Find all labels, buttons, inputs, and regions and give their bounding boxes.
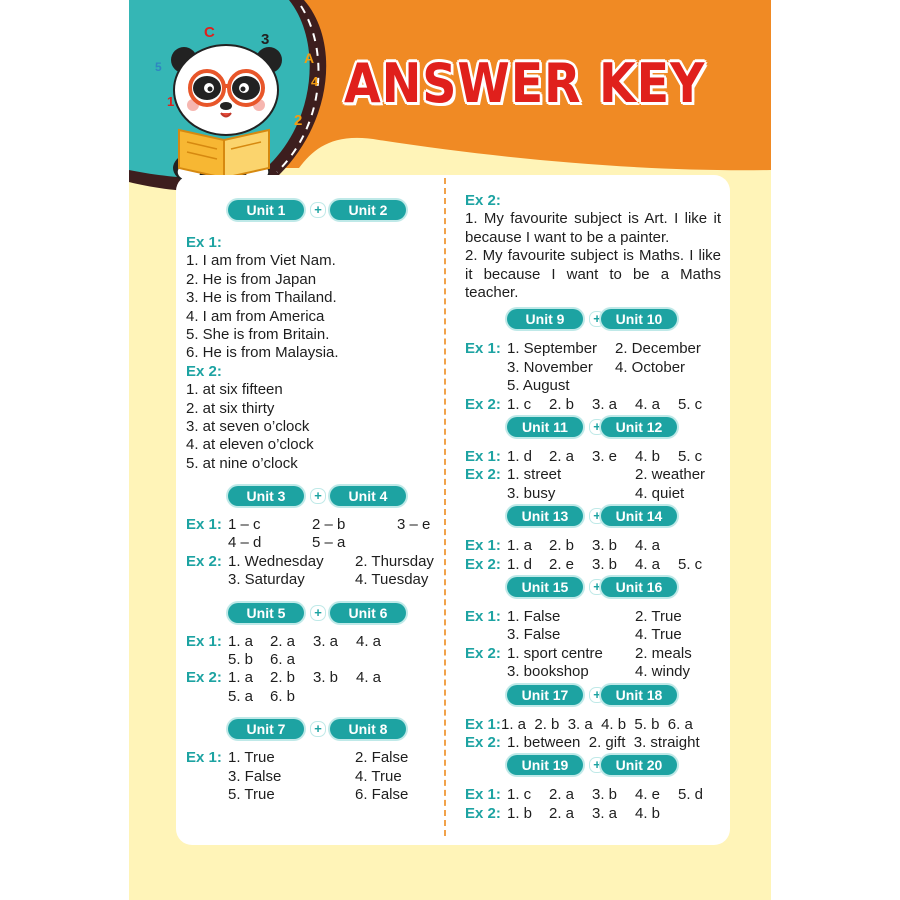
- answer: 2. He is from Japan: [186, 270, 317, 288]
- floating-number: 4: [311, 74, 319, 89]
- answer: 5. at nine o’clock: [186, 454, 298, 472]
- unit-header: [186, 200, 438, 222]
- exercise-label: Ex 1:: [465, 447, 501, 465]
- answer: 3. a: [313, 632, 339, 650]
- answer: 5. She is from Britain.: [186, 325, 330, 343]
- exercise-label: Ex 2:: [465, 192, 501, 209]
- unit-header: [186, 719, 438, 741]
- answer: 2. a: [549, 786, 575, 804]
- answer: 1. at six fifteen: [186, 381, 283, 399]
- unit-pill: Unit 15: [507, 577, 583, 597]
- answer: 5. a: [228, 687, 254, 705]
- answer: 2. meals: [635, 644, 692, 662]
- answer: 6. He is from Malaysia.: [186, 344, 339, 362]
- unit-pill: Unit 3: [228, 486, 304, 506]
- unit-pill: Unit 10: [601, 309, 677, 329]
- answer: 2. a: [270, 632, 296, 650]
- answer: 4. b: [635, 447, 661, 465]
- answer-paragraph: 1. My favourite subject is Art. I like it because I want to be a painter.: [465, 210, 721, 246]
- unit-pill: Unit 4: [330, 486, 406, 506]
- unit-header: [186, 603, 438, 625]
- plus-icon: +: [589, 508, 605, 524]
- answer: 6. a: [270, 651, 296, 669]
- unit-pill: Unit 18: [601, 685, 677, 705]
- unit-pill: Unit 8: [330, 719, 406, 739]
- floating-number: 3: [261, 31, 270, 48]
- answer: 4. I am from America: [186, 307, 325, 325]
- unit-pill: Unit 9: [507, 309, 583, 329]
- exercise-label: Ex 2:: [465, 466, 501, 484]
- plus-icon: +: [310, 202, 326, 218]
- answer: 3. a: [592, 395, 618, 413]
- answer: 1. a: [228, 632, 254, 650]
- answer: 4. True: [355, 767, 402, 785]
- exercise-label: Ex 1:: [465, 340, 501, 358]
- unit-pill: Unit 20: [601, 755, 677, 775]
- answer: 2. b: [270, 669, 296, 687]
- answer: 2. Thursday: [355, 552, 434, 570]
- floating-letter: A: [304, 50, 315, 66]
- answer: 2. a: [549, 804, 575, 822]
- floating-number: 5: [155, 60, 162, 74]
- unit-header: [186, 486, 438, 508]
- answer: 3. b: [592, 537, 618, 555]
- unit-pill: Unit 5: [228, 603, 304, 623]
- unit-pill: Unit 16: [601, 577, 677, 597]
- answer: 1. street: [507, 466, 562, 484]
- exercise-label: Ex 1:: [465, 715, 501, 733]
- answer: 4. at eleven o’clock: [186, 436, 314, 454]
- unit-pill: Unit 12: [601, 417, 677, 437]
- unit-pill: Unit 2: [330, 200, 406, 220]
- answer: 4. a: [635, 555, 661, 573]
- unit-header: [465, 577, 721, 599]
- answer: 5. c: [678, 555, 703, 573]
- answer: 1. I am from Viet Nam.: [186, 252, 336, 270]
- unit-pill: Unit 11: [507, 417, 583, 437]
- answer: 3. False: [507, 626, 561, 644]
- unit-header: [465, 506, 721, 528]
- answer: 1. a: [228, 669, 254, 687]
- answer: 4. October: [615, 358, 686, 376]
- answer-line: 1. a 2. b 3. a 4. b 5. b 6. a: [501, 715, 693, 733]
- answer: 3. False: [228, 767, 282, 785]
- exercise-label: Ex 1:: [186, 516, 222, 534]
- unit-pill: Unit 13: [507, 506, 583, 526]
- answer: 4. Tuesday: [355, 571, 429, 589]
- unit-header: [465, 685, 721, 707]
- answer: 4. True: [635, 626, 682, 644]
- answer: 2. False: [355, 749, 409, 767]
- answer: 5 – a: [312, 534, 346, 552]
- answer-line: 1. between 2. gift 3. straight: [507, 733, 700, 751]
- answer: 2 – b: [312, 516, 346, 534]
- answer: 2. True: [635, 607, 682, 625]
- right-column: [465, 192, 721, 823]
- plus-icon: +: [310, 605, 326, 621]
- answer: 4. quiet: [635, 484, 685, 502]
- exercise-label: Ex 1:: [465, 607, 501, 625]
- answer: 3. a: [592, 804, 618, 822]
- plus-icon: +: [589, 579, 605, 595]
- answer: 1. a: [507, 537, 533, 555]
- answer: 3. November: [507, 358, 593, 376]
- answer: 6. False: [355, 785, 409, 803]
- exercise-label: Ex 2:: [186, 552, 222, 570]
- floating-number: 1: [167, 94, 175, 109]
- unit-pill: Unit 1: [228, 200, 304, 220]
- exercise-label: Ex 2:: [465, 395, 501, 413]
- answer: 5. d: [678, 786, 704, 804]
- unit-pill: Unit 17: [507, 685, 583, 705]
- answer-paragraph: 2. My favourite subject is Maths. I like it because I want to be a Maths teacher.: [465, 247, 721, 302]
- answer: 1. d: [507, 555, 533, 573]
- exercise-label: Ex 2:: [465, 733, 501, 751]
- answer: 3. busy: [507, 484, 556, 502]
- exercise-label: Ex 1:: [186, 749, 222, 767]
- exercise-label: Ex 1:: [186, 632, 222, 650]
- floating-number: 2: [294, 112, 303, 129]
- answer: 4 – d: [228, 534, 262, 552]
- answer: 3. e: [592, 447, 618, 465]
- answer: 2. at six thirty: [186, 399, 275, 417]
- answer: 4. b: [635, 804, 661, 822]
- plus-icon: +: [589, 687, 605, 703]
- answer: 2. e: [549, 555, 575, 573]
- answer: 3. at seven o’clock: [186, 417, 310, 435]
- exercise-label: Ex 1:: [186, 234, 222, 251]
- answer: 4. windy: [635, 663, 691, 681]
- unit-header: [465, 309, 721, 331]
- answer: 2. weather: [635, 466, 706, 484]
- floating-letter: C: [204, 24, 215, 41]
- unit-pill: Unit 6: [330, 603, 406, 623]
- answer: 1. sport centre: [507, 644, 603, 662]
- answer: 3 – e: [397, 516, 431, 534]
- answer: 5. b: [228, 651, 254, 669]
- answer: 1. False: [507, 607, 561, 625]
- answer: 1. b: [507, 804, 533, 822]
- answer: 1. September: [507, 340, 598, 358]
- plus-icon: +: [310, 488, 326, 504]
- page-title: ANSWER KEY: [344, 52, 706, 115]
- answer: 5. c: [678, 395, 703, 413]
- answer: 4. a: [356, 669, 382, 687]
- answer: 4. a: [356, 632, 382, 650]
- answer: 1. Wednesday: [228, 552, 324, 570]
- answer: 4. a: [635, 537, 661, 555]
- exercise-label: Ex 2:: [465, 804, 501, 822]
- unit-header: [465, 417, 721, 439]
- unit-pill: Unit 7: [228, 719, 304, 739]
- plus-icon: +: [589, 757, 605, 773]
- exercise-label: Ex 2:: [186, 362, 222, 380]
- answer: 5. True: [228, 785, 275, 803]
- answer: 5. c: [678, 447, 703, 465]
- answer: 3. b: [592, 555, 618, 573]
- answer: 2. a: [549, 447, 575, 465]
- answer: 1. c: [507, 786, 532, 804]
- unit-pill: Unit 19: [507, 755, 583, 775]
- answer: 4. e: [635, 786, 661, 804]
- left-column: [186, 197, 438, 804]
- answer: 2. b: [549, 395, 575, 413]
- unit-pill: Unit 14: [601, 506, 677, 526]
- answer: 3. b: [313, 669, 339, 687]
- exercise-label: Ex 2:: [465, 644, 501, 662]
- answer: 1. d: [507, 447, 533, 465]
- answer: 2. December: [615, 340, 701, 358]
- answer: 4. a: [635, 395, 661, 413]
- plus-icon: +: [589, 311, 605, 327]
- answer: 3. He is from Thailand.: [186, 289, 337, 307]
- answer: 5. August: [507, 377, 570, 395]
- answer: 1 – c: [228, 516, 261, 534]
- exercise-label: Ex 1:: [465, 786, 501, 804]
- answer: 2. b: [549, 537, 575, 555]
- exercise-label: Ex 2:: [465, 555, 501, 573]
- column-divider: [444, 178, 446, 836]
- exercise-label: Ex 2:: [186, 669, 222, 687]
- answer: 3. b: [592, 786, 618, 804]
- answer: 6. b: [270, 687, 296, 705]
- exercise-label: Ex 1:: [465, 537, 501, 555]
- answer: 1. c: [507, 395, 532, 413]
- answer: 1. True: [228, 749, 275, 767]
- plus-icon: +: [589, 419, 605, 435]
- answer: 3. bookshop: [507, 663, 589, 681]
- plus-icon: +: [310, 721, 326, 737]
- answer: 3. Saturday: [228, 571, 305, 589]
- unit-header: [465, 755, 721, 777]
